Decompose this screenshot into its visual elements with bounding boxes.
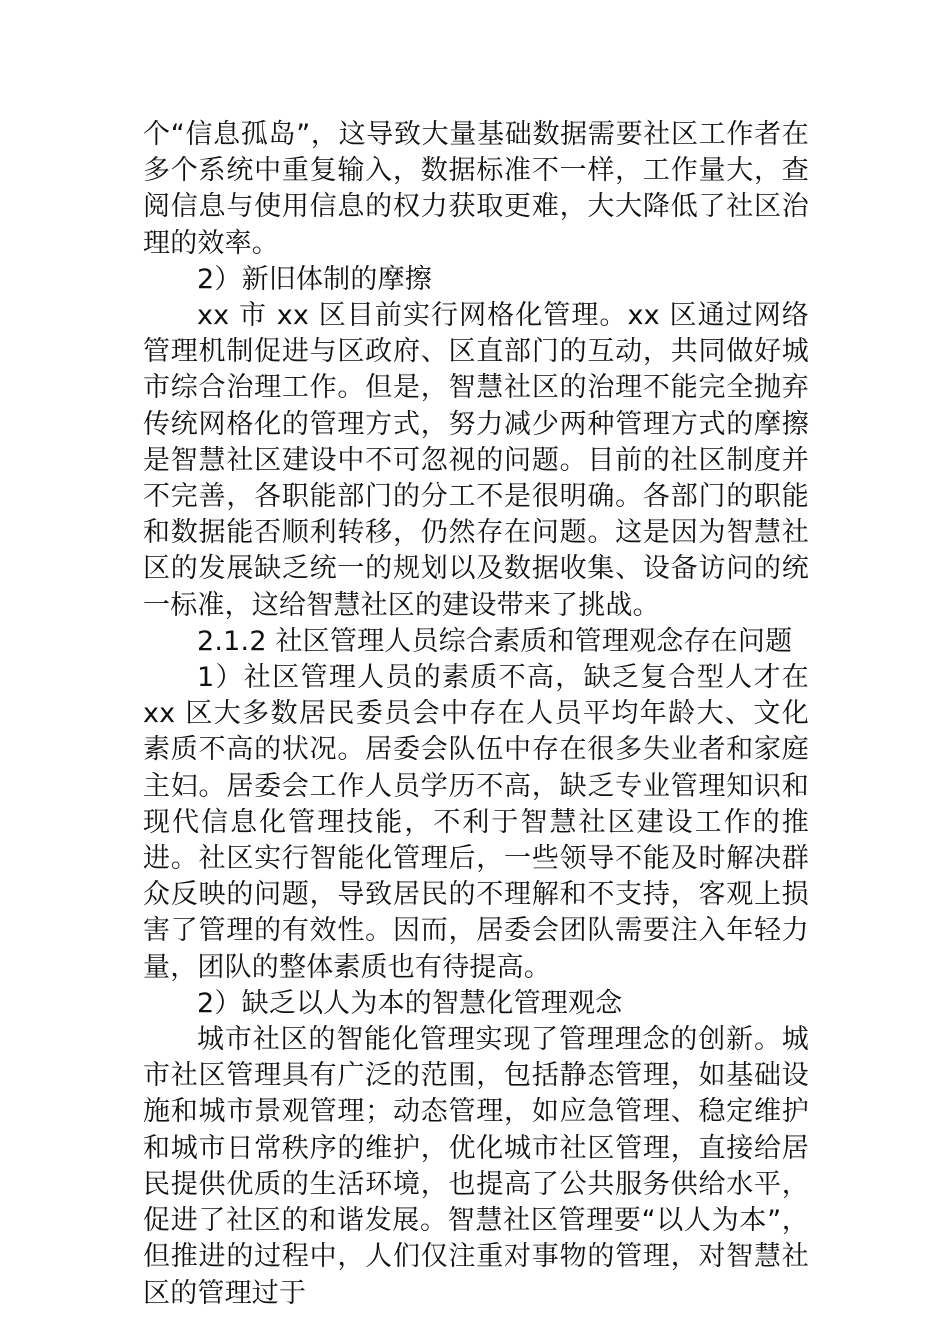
- section-heading-2-1-2: 2.1.2 社区管理人员综合素质和管理观念存在问题: [197, 625, 793, 657]
- document-body: [143, 117, 809, 1312]
- subheading-people-oriented: 2）缺乏以人为本的智慧化管理观念: [197, 987, 623, 1019]
- paragraph-continuation: 个“信息孤岛”，这导致大量基础数据需要社区工作者在多个系统中重复输入，数据标准不一样，工作量大，查阅信息与使用信息的权力获取更难，大大降低了社区治理的效率。: [143, 119, 809, 259]
- paragraph-grid-management: xx 市 xx 区目前实行网格化管理。xx 区通过网络管理机制促进与区政府、区直部门的互动，共同做好城市综合治理工作。但是，智慧社区的治理不能完全抛弃传统网格化的管理方式，努力减少两种管理方式的摩擦是智慧社区建设中不可忽视的问题。目前的社区制度并不完善，各职能部门的分工不是很明确。各部门的职能和数据能否顺利转移，仍然存在问题。这是因为智慧社区的发展缺乏统一的规划以及数据收集、设备访问的统一标准，这给智慧社区的建设带来了挑战。: [143, 300, 809, 621]
- paragraph-staff-quality: 1）社区管理人员的素质不高，缺乏复合型人才在 xx 区大多数居民委员会中存在人员平均年龄大、文化素质不高的状况。居委会队伍中存在很多失业者和家庭主妇。居委会工作人员学历不高，缺乏专业管理知识和现代信息化管理技能，不利于智慧社区建设工作的推进。社区实行智能化管理后，一些领导不能及时解决群众反映的问题，导致居民的不理解和不支持，客观上损害了管理的有效性。因而，居委会团队需要注入年轻力量，团队的整体素质也有待提高。: [143, 662, 809, 983]
- subheading-old-new-system-friction: 2）新旧体制的摩擦: [197, 263, 432, 295]
- paragraph-smart-management: 城市社区的智能化管理实现了管理理念的创新。城市社区管理具有广泛的范围，包括静态管理，如基础设施和城市景观管理；动态管理，如应急管理、稳定维护和城市日常秩序的维护，优化城市社区管理，直接给居民提供优质的生活环境，也提高了公共服务供给水平，促进了社区的和谐发展。智慧社区管理要“以人为本”，但推进的过程中，人们仅注重对事物的管理，对智慧社区的管理过于: [143, 1024, 809, 1309]
